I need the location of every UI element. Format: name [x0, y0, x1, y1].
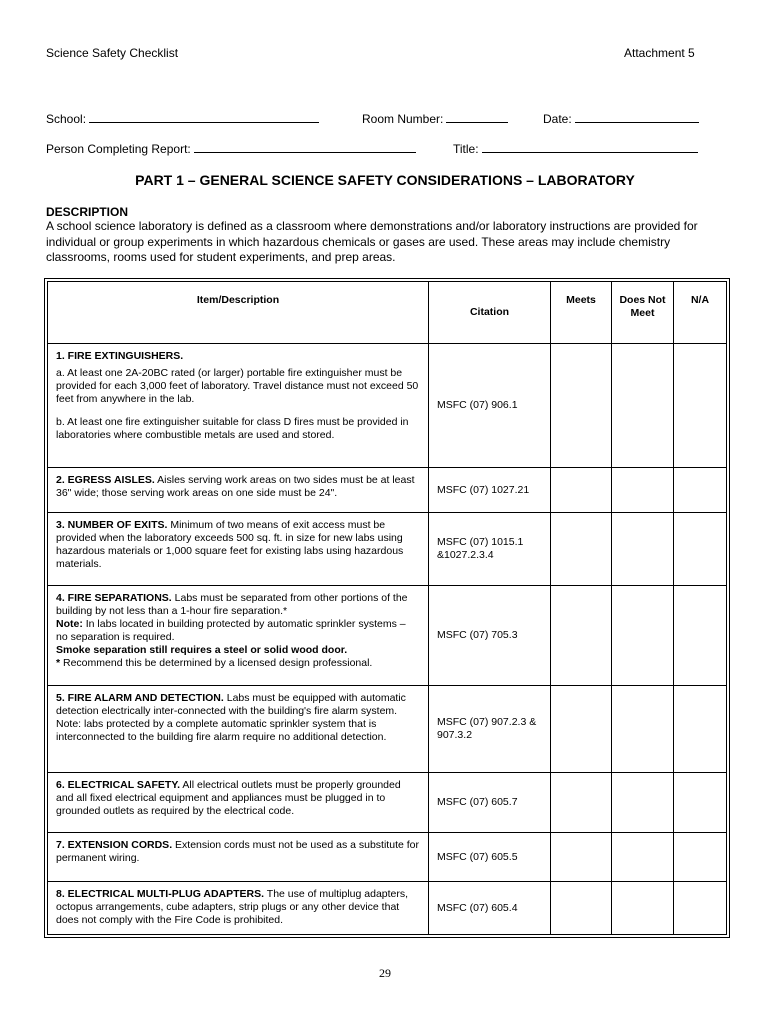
- na-checkbox-cell[interactable]: [674, 586, 727, 686]
- na-checkbox-cell[interactable]: [674, 773, 727, 833]
- note-label: Note:: [56, 618, 83, 630]
- date-label: Date:: [543, 112, 572, 126]
- title-field: [453, 140, 698, 156]
- citation-cell: MSFC (07) 906.1: [429, 344, 551, 468]
- checklist-table-frame: [44, 278, 730, 938]
- header-citation: Citation: [429, 282, 551, 344]
- checklist-table: [47, 281, 727, 935]
- na-checkbox-cell[interactable]: [674, 468, 727, 513]
- na-checkbox-cell[interactable]: [674, 344, 727, 468]
- title-blank[interactable]: [482, 140, 698, 153]
- citation-cell: MSFC (07) 907.2.3 & 907.3.2: [429, 686, 551, 773]
- does-not-meet-checkbox-cell[interactable]: [612, 773, 674, 833]
- school-field: [46, 110, 319, 126]
- citation-cell: MSFC (07) 1015.1 &1027.2.3.4: [429, 513, 551, 586]
- table-row: [48, 686, 727, 773]
- document-header-title: Science Safety Checklist: [46, 46, 179, 60]
- does-not-meet-checkbox-cell[interactable]: [612, 468, 674, 513]
- description-text: A school science laboratory is defined as a classroom where demonstrations and/or laboratory instructions are provided for individual or group experiments in which hazardous chemicals or gases are used. These areas may include chemistry classrooms, rooms used for student experiments, and prep areas.: [46, 219, 698, 264]
- citation-cell: MSFC (07) 1027.21: [429, 468, 551, 513]
- school-label: School:: [46, 112, 87, 126]
- item-text: Extension cords must not be used as a substitute for permanent wiring.: [56, 839, 419, 864]
- item-cell: [48, 882, 429, 935]
- meets-checkbox-cell[interactable]: [551, 344, 612, 468]
- na-checkbox-cell[interactable]: [674, 686, 727, 773]
- does-not-meet-checkbox-cell[interactable]: [612, 686, 674, 773]
- header-item: Item/Description: [48, 282, 429, 344]
- table-header-row: [48, 282, 727, 344]
- item-title: 6. ELECTRICAL SAFETY.: [56, 779, 181, 791]
- room-number-blank[interactable]: [446, 110, 508, 123]
- does-not-meet-checkbox-cell[interactable]: [612, 513, 674, 586]
- school-blank[interactable]: [89, 110, 319, 123]
- na-checkbox-cell[interactable]: [674, 513, 727, 586]
- item-title: 4. FIRE SEPARATIONS.: [56, 592, 172, 604]
- meets-checkbox-cell[interactable]: [551, 833, 612, 882]
- person-field: [46, 140, 416, 156]
- citation-cell: MSFC (07) 605.7: [429, 773, 551, 833]
- item-cell: [48, 686, 429, 773]
- date-blank[interactable]: [575, 110, 699, 123]
- item-text: b. At least one fire extinguisher suitable for class D fires must be provided in laboratories where combustible metals are used and stored.: [56, 416, 409, 441]
- item-text: Labs must be separated from other portions of the building by not less than a 1-hour fire separation.*: [56, 592, 408, 617]
- item-cell: [48, 773, 429, 833]
- date-field: [543, 110, 699, 126]
- person-blank[interactable]: [194, 140, 416, 153]
- item-cell: [48, 833, 429, 882]
- na-checkbox-cell[interactable]: [674, 882, 727, 935]
- table-row: [48, 773, 727, 833]
- item-text: Aisles serving work areas on two sides must be at least 36" wide; those serving work areas on one side must be 24".: [56, 474, 415, 499]
- header-na: N/A: [674, 282, 727, 344]
- part-title: PART 1 – GENERAL SCIENCE SAFETY CONSIDERATIONS – LABORATORY: [135, 172, 635, 188]
- meets-checkbox-cell[interactable]: [551, 773, 612, 833]
- table-row: [48, 513, 727, 586]
- page-number: 29: [379, 966, 391, 980]
- title-label: Title:: [453, 142, 479, 156]
- table-row: [48, 344, 727, 468]
- meets-checkbox-cell[interactable]: [551, 468, 612, 513]
- item-title: 7. EXTENSION CORDS.: [56, 839, 173, 851]
- does-not-meet-checkbox-cell[interactable]: [612, 833, 674, 882]
- item-title: 5. FIRE ALARM AND DETECTION.: [56, 692, 224, 704]
- citation-cell: MSFC (07) 605.4: [429, 882, 551, 935]
- does-not-meet-checkbox-cell[interactable]: [612, 882, 674, 935]
- does-not-meet-checkbox-cell[interactable]: [612, 344, 674, 468]
- smoke-separation-text: Smoke separation still requires a steel or solid wood door.: [56, 644, 348, 656]
- description-heading: DESCRIPTION: [46, 205, 129, 219]
- header-meets: Meets: [551, 282, 612, 344]
- meets-checkbox-cell[interactable]: [551, 586, 612, 686]
- item-title: 2. EGRESS AISLES.: [56, 474, 155, 486]
- person-label: Person Completing Report:: [46, 142, 191, 156]
- does-not-meet-checkbox-cell[interactable]: [612, 586, 674, 686]
- item-cell: [48, 468, 429, 513]
- item-text: a. At least one 2A-20BC rated (or larger) portable fire extinguisher must be provided for each 3,000 feet of laboratory. Travel distance must not exceed 50 feet from anywhere in the lab.: [56, 367, 419, 405]
- attachment-label: Attachment 5: [624, 46, 695, 60]
- footnote-star: *: [56, 657, 61, 669]
- item-title: 3. NUMBER OF EXITS.: [56, 519, 168, 531]
- citation-cell: MSFC (07) 705.3: [429, 586, 551, 686]
- item-text: All electrical outlets must be properly grounded and all fixed electrical equipment and appliances must be plugged in to grounded outlets as required by the electrical code.: [56, 779, 401, 817]
- meets-checkbox-cell[interactable]: [551, 686, 612, 773]
- note-text: In labs located in building protected by automatic sprinkler systems – no separation is required.: [56, 618, 406, 643]
- meets-checkbox-cell[interactable]: [551, 882, 612, 935]
- footnote-text: Recommend this be determined by a licensed design professional.: [60, 657, 373, 669]
- item-title: 1. FIRE EXTINGUISHERS.: [56, 350, 184, 362]
- item-title: 8. ELECTRICAL MULTI-PLUG ADAPTERS.: [56, 888, 265, 900]
- item-cell: [48, 344, 429, 468]
- citation-cell: MSFC (07) 605.5: [429, 833, 551, 882]
- table-row: [48, 833, 727, 882]
- room-number-field: [362, 110, 508, 126]
- meets-checkbox-cell[interactable]: [551, 513, 612, 586]
- header-does-not-meet: Does Not Meet: [612, 282, 674, 344]
- item-cell: [48, 586, 429, 686]
- room-number-label: Room Number:: [362, 112, 444, 126]
- item-text: Minimum of two means of exit access must be provided when the laboratory exceeds 500 sq. ft. in size for new labs using hazardous materials or 1,000 square feet for existing labs using hazardous materials.: [56, 519, 404, 570]
- table-row: [48, 882, 727, 935]
- table-row: [48, 468, 727, 513]
- na-checkbox-cell[interactable]: [674, 833, 727, 882]
- item-text: Labs must be equipped with automatic detection electrically inter-connected with the building's fire alarm system. Note: labs protected by a complete automatic sprinkler system that is interconnected to the building fire alarm require no additional detection.: [56, 692, 406, 743]
- table-row: [48, 586, 727, 686]
- item-text: The use of multiplug adapters, octopus arrangements, cube adapters, strip plugs or any other device that does not comply with the Fire Code is prohibited.: [56, 888, 409, 926]
- item-cell: [48, 513, 429, 586]
